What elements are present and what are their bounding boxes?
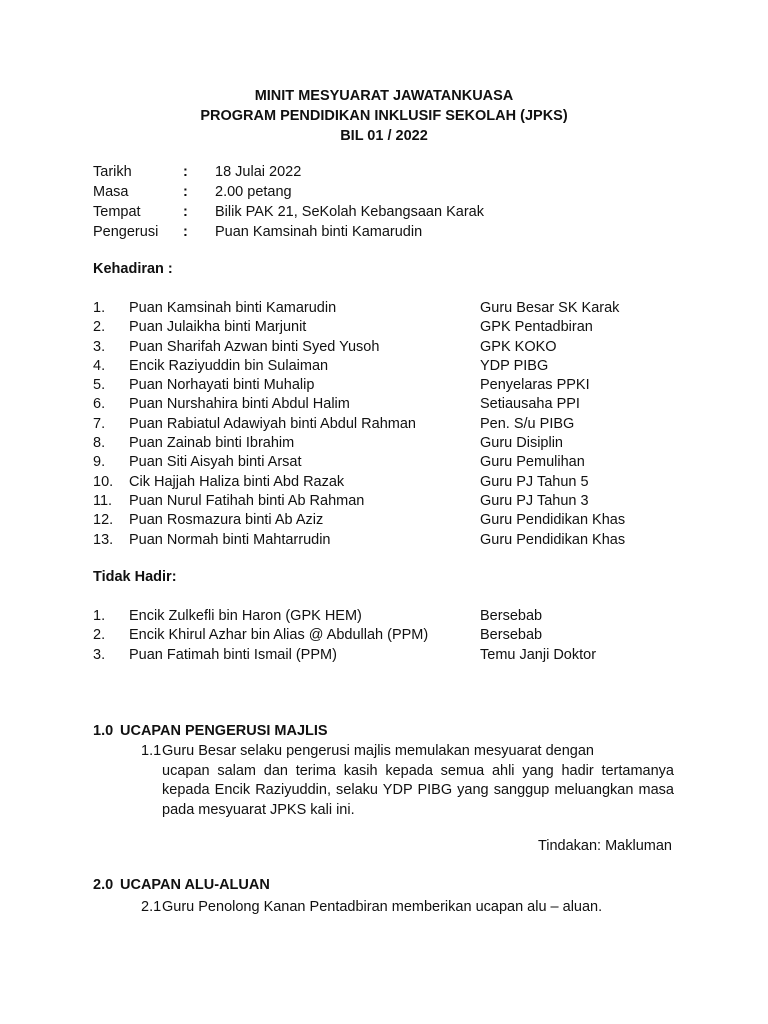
attendee-role: Guru Disiplin — [480, 435, 563, 452]
attendee-name: Puan Nurul Fatihah binti Ab Rahman — [129, 492, 365, 509]
section-number: 1.0 — [93, 723, 114, 739]
paragraph-body: ucapan salam dan terima kasih kepada semua ahli yang hadir tertamanya kepada Encik Raziyuddin, selaku YDP PIBG yang sanggup meluangkan masa pada mesyuarat JPKS kali ini. — [162, 762, 674, 818]
absence-reason: Bersebab — [480, 608, 543, 624]
meta-value: Bilik PAK 21, SeKolah Kebangsaan Karak — [215, 204, 484, 220]
item-number: 1. — [93, 608, 106, 624]
attendee-role: GPK KOKO — [480, 338, 557, 355]
section-2-paragraph — [141, 898, 674, 918]
attendee-role: Guru PJ Tahun 5 — [480, 473, 589, 490]
list-item — [93, 357, 625, 376]
section-1-heading — [93, 723, 328, 739]
attendee-name: Encik Raziyuddin bin Sulaiman — [129, 357, 329, 374]
paragraph-number: 2.1 — [141, 899, 162, 915]
list-item — [93, 434, 625, 453]
paragraph-lead: Guru Besar selaku pengerusi majlis memulakan mesyuarat dengan — [162, 743, 594, 759]
title-line-2: PROGRAM PENDIDIKAN INKLUSIF SEKOLAH (JPKS) — [200, 108, 568, 124]
list-item — [93, 492, 625, 511]
item-number: 8. — [93, 435, 106, 452]
attendee-name: Puan Normah binti Mahtarrudin — [129, 531, 331, 548]
attendee-name: Cik Hajjah Haliza binti Abd Razak — [129, 473, 345, 490]
section-number: 2.0 — [93, 877, 114, 893]
attendee-role: YDP PIBG — [480, 357, 549, 374]
item-number: 3. — [93, 646, 106, 663]
item-number: 7. — [93, 415, 106, 432]
title-line-3: BIL 01 / 2022 — [340, 128, 428, 144]
item-number: 2. — [93, 319, 106, 336]
meta-colon: : — [183, 224, 188, 240]
attendee-name: Puan Nurshahira binti Abdul Halim — [129, 396, 350, 413]
item-number: 11. — [93, 492, 113, 509]
attendee-name: Puan Rabiatul Adawiyah binti Abdul Rahman — [129, 415, 416, 432]
item-number: 5. — [93, 377, 106, 394]
absence-reason: Temu Janji Doktor — [480, 646, 597, 663]
minutes-title — [0, 86, 768, 146]
attendee-name: Puan Kamsinah binti Kamarudin — [129, 300, 337, 316]
item-number: 3. — [93, 338, 106, 355]
attendee-role: Guru Besar SK Karak — [480, 300, 620, 316]
item-number: 2. — [93, 627, 106, 644]
meta-colon: : — [183, 164, 188, 180]
absent-list — [93, 607, 596, 665]
list-item — [93, 318, 625, 337]
paragraph-lead: Guru Penolong Kanan Pentadbiran memberikan ucapan alu – aluan. — [162, 899, 603, 915]
meta-colon: : — [183, 204, 188, 220]
attendee-role: GPK Pentadbiran — [480, 319, 593, 336]
meta-value: 2.00 petang — [215, 184, 292, 200]
item-number: 10. — [93, 473, 114, 490]
meta-row — [93, 222, 484, 242]
attendee-role: Guru Pendidikan Khas — [480, 531, 626, 548]
attendee-role: Guru PJ Tahun 3 — [480, 492, 589, 509]
section-1-paragraph — [141, 742, 674, 820]
paragraph-number: 1.1 — [141, 743, 162, 759]
attendee-name: Puan Sharifah Azwan binti Syed Yusoh — [129, 338, 380, 355]
meta-label: Masa — [93, 184, 129, 200]
attendee-role: Penyelaras PPKI — [480, 377, 590, 394]
meta-row — [93, 202, 484, 222]
item-number: 4. — [93, 357, 106, 374]
absentee-name: Encik Khirul Azhar bin Alias @ Abdullah (PPM) — [129, 627, 429, 644]
item-number: 12. — [93, 512, 114, 529]
meta-value: 18 Julai 2022 — [215, 164, 302, 180]
list-item — [93, 376, 625, 395]
attendance-list — [93, 299, 625, 550]
list-item — [93, 626, 596, 645]
attendee-name: Puan Zainab binti Ibrahim — [129, 435, 295, 452]
list-item — [93, 607, 596, 626]
paragraph-first-line — [141, 742, 674, 762]
attendance-heading: Kehadiran : — [93, 261, 173, 277]
absent-heading: Tidak Hadir: — [93, 569, 177, 585]
item-number: 1. — [93, 300, 106, 316]
title-line-1: MINIT MESYUARAT JAWATANKUASA — [254, 88, 514, 104]
attendee-role: Pen. S/u PIBG — [480, 415, 575, 432]
attendee-name: Puan Julaikha binti Marjunit — [129, 319, 307, 336]
item-number: 9. — [93, 454, 106, 471]
list-item — [93, 531, 625, 550]
meeting-details — [93, 162, 484, 242]
meta-row — [93, 182, 484, 202]
attendee-name: Puan Norhayati binti Muhalip — [129, 377, 315, 394]
meta-label: Pengerusi — [93, 224, 159, 240]
list-item — [93, 646, 596, 665]
section-2-heading — [93, 877, 270, 893]
item-number: 13. — [93, 531, 114, 548]
list-item — [93, 453, 625, 472]
action-note: Tindakan: Makluman — [537, 838, 672, 854]
section-title: UCAPAN ALU-ALUAN — [120, 877, 270, 893]
list-item — [93, 299, 625, 318]
meta-label: Tempat — [93, 204, 141, 220]
meta-colon: : — [183, 184, 188, 200]
attendee-role: Guru Pendidikan Khas — [480, 512, 626, 529]
paragraph-first-line — [141, 898, 674, 918]
list-item — [93, 511, 625, 530]
meta-value: Puan Kamsinah binti Kamarudin — [215, 224, 423, 240]
section-title: UCAPAN PENGERUSI MAJLIS — [120, 723, 328, 739]
list-item — [93, 473, 625, 492]
item-number: 6. — [93, 396, 106, 413]
attendee-role: Guru Pemulihan — [480, 454, 585, 471]
attendee-name: Puan Rosmazura binti Ab Aziz — [129, 512, 324, 529]
meta-row — [93, 162, 484, 182]
absence-reason: Bersebab — [480, 627, 543, 644]
list-item — [93, 338, 625, 357]
attendee-name: Puan Siti Aisyah binti Arsat — [129, 454, 302, 471]
meta-label: Tarikh — [93, 164, 132, 180]
attendee-role: Setiausaha PPI — [480, 396, 580, 413]
absentee-name: Puan Fatimah binti Ismail (PPM) — [129, 646, 337, 663]
absentee-name: Encik Zulkefli bin Haron (GPK HEM) — [129, 608, 362, 624]
list-item — [93, 395, 625, 414]
list-item — [93, 415, 625, 434]
